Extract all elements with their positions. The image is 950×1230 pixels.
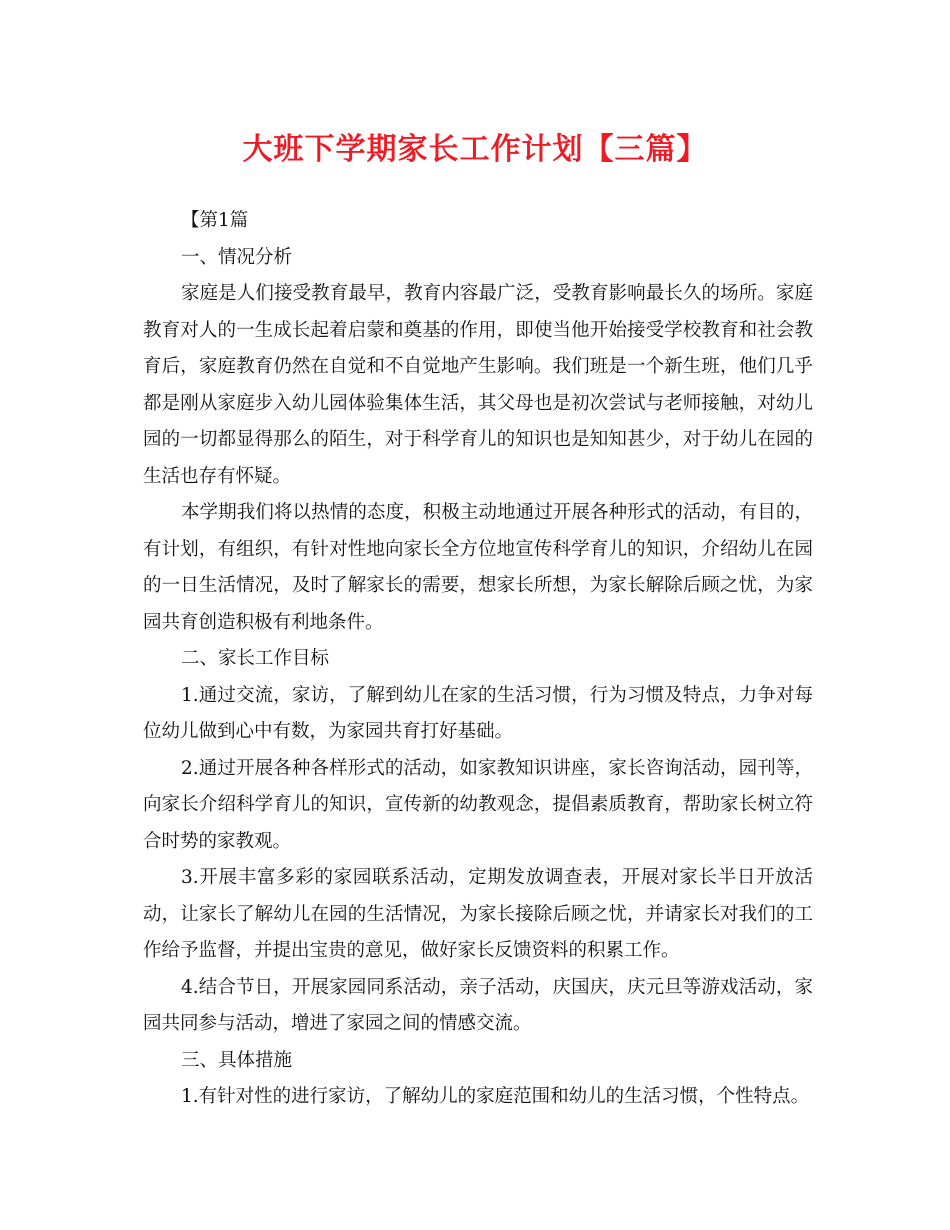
goal-item-2: 2.通过开展各种各样形式的活动，如家教知识讲座，家长咨询活动，园刊等，向家长介绍科学育儿的知识，宣传新的幼教观念，提倡素质教育，帮助家长树立符合时势的家教观。 — [143, 757, 813, 852]
paragraph-family-education: 家庭是人们接受教育最早，教育内容最广泛，受教育影响最长久的场所。家庭教育对人的一生成长起着启蒙和奠基的作用，即使当他开始接受学校教育和社会教育后，家庭教育仍然在自觉和不自觉地产生影响。我们班是一个新生班，他们几乎都是刚从家庭步入幼儿园体验集体生活，其父母也是初次尝试与老师接触，对幼儿园的一切都显得那么的陌生，对于科学育儿的知识也是知知甚少，对于幼儿在园的生活也存有怀疑。 — [143, 283, 813, 487]
heading-situation-analysis: 一、情况分析 — [181, 246, 293, 268]
measure-item-1: 1.有针对性的进行家访，了解幼儿的家庭范围和幼儿的生活习惯，个性特点。 — [181, 1086, 810, 1107]
section-marker: 【第1篇 — [181, 210, 249, 231]
goal-item-4: 4.结合节日，开展家园同系活动，亲子活动，庆国庆，庆元旦等游戏活动，家园共同参与活动，增进了家园之间的情感交流。 — [143, 976, 813, 1034]
goal-item-3: 3.开展丰富多彩的家园联系活动，定期发放调查表，开展对家长半日开放活动，让家长了解幼儿在园的生活情况，为家长接除后顾之忧，并请家长对我们的工作给予监督，并提出宝贵的意见，做好家长反馈资料的积累工作。 — [143, 867, 813, 961]
heading-specific-measures: 三、具体措施 — [181, 1049, 293, 1071]
goal-item-1: 1.通过交流，家访，了解到幼儿在家的生活习惯，行为习惯及特点，力争对每位幼儿做到心中有数，为家园共育打好基础。 — [143, 684, 813, 742]
paragraph-semester-plan: 本学期我们将以热情的态度，积极主动地通过开展各种形式的活动，有目的，有计划，有组织，有针对性地向家长全方位地宣传科学育儿的知识，介绍幼儿在园的一日生活情况，及时了解家长的需要，想家长所想，为家长解除后顾之忧，为家园共育创造积极有利地条件。 — [143, 502, 813, 633]
heading-parent-work-goals: 二、家长工作目标 — [181, 648, 330, 669]
document-body — [143, 203, 813, 1116]
document-title: 大班下学期家长工作计划【三篇】 — [242, 132, 708, 167]
